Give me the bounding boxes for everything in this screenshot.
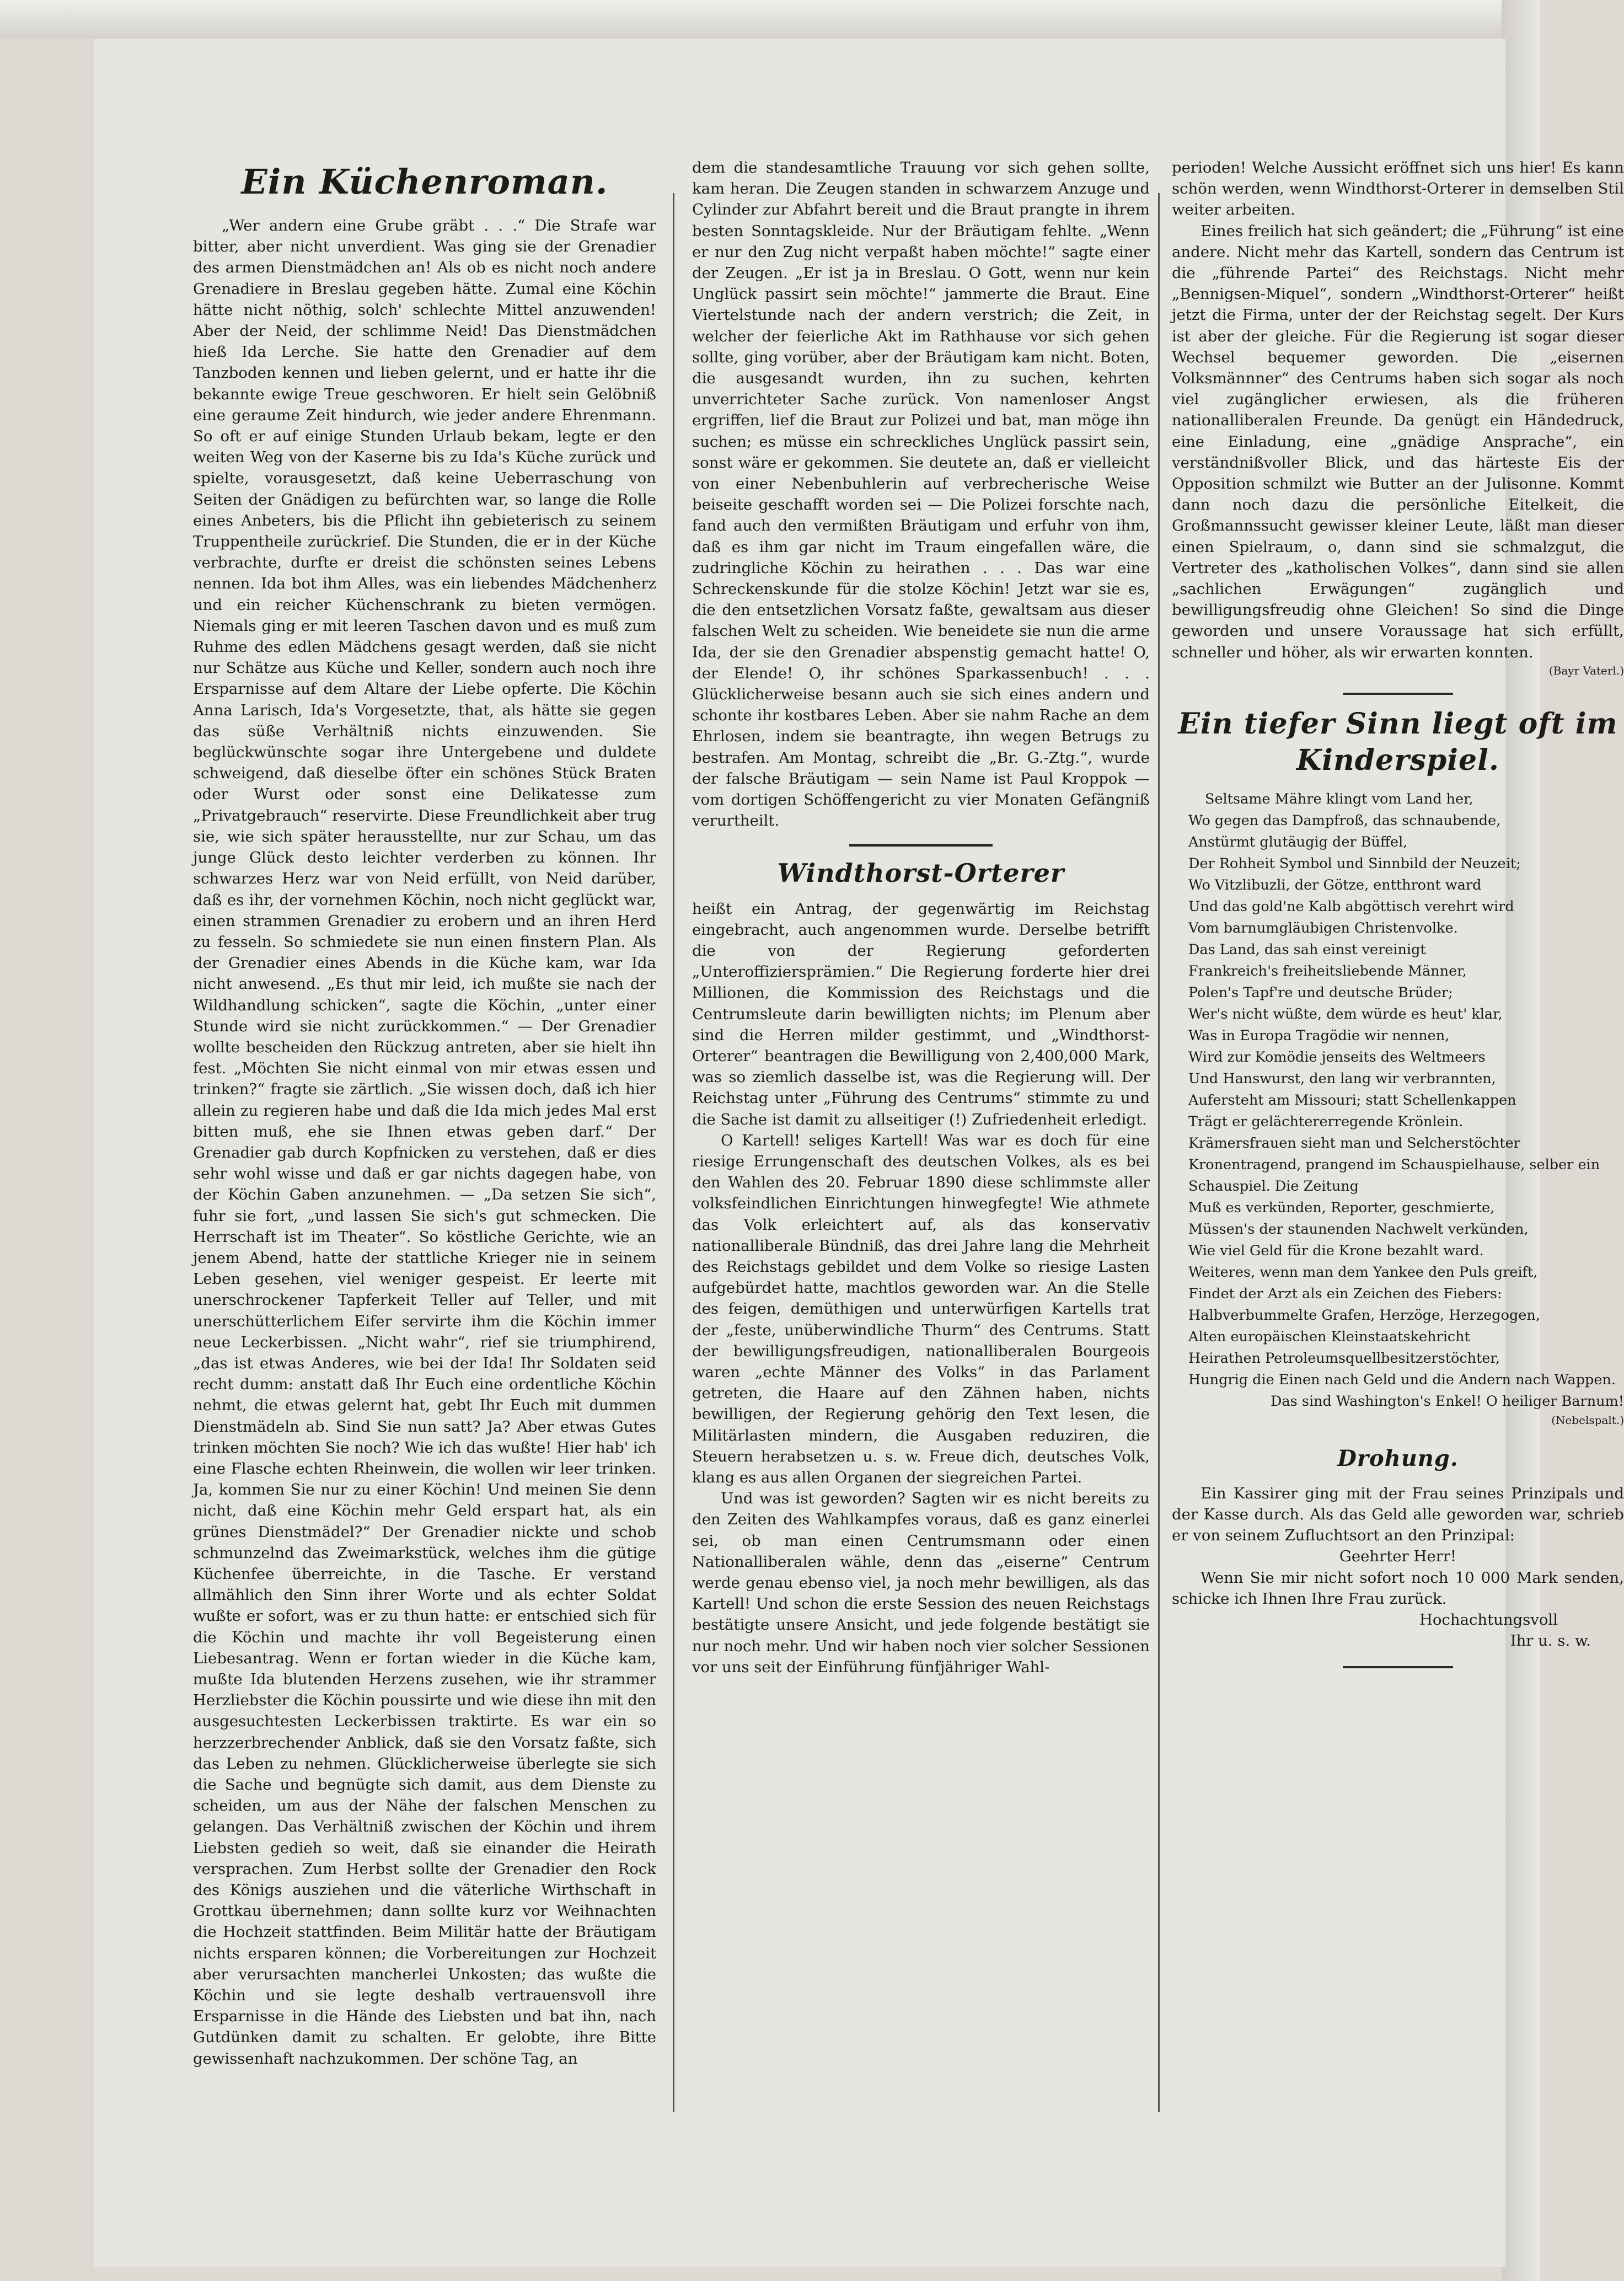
section-divider bbox=[849, 844, 993, 847]
article1-title: Ein Küchenroman. bbox=[241, 162, 608, 202]
article2-source: (Bayr Vaterl.) bbox=[1548, 663, 1624, 677]
threat-closing: Hochachtungsvoll bbox=[1419, 1611, 1558, 1629]
poem-line: Seltsame Mähre klingt vom Land her, bbox=[1205, 790, 1473, 807]
poem-line: Krämersfrauen sieht man und Selcherstöchter bbox=[1188, 1134, 1520, 1152]
poem-line: Das sind Washington's Enkel! O heiliger Barnum! bbox=[1271, 1393, 1624, 1410]
poem-line: Polen's Tapf're und deutsche Brüder; bbox=[1188, 984, 1453, 1001]
newspaper-page bbox=[94, 39, 1624, 2267]
threat-salutation: Geehrter Herr! bbox=[1339, 1548, 1457, 1566]
poem-title: Ein tiefer Sinn liegt oft im Kinderspiel. bbox=[1178, 706, 1618, 777]
column-rule-2 bbox=[1158, 193, 1160, 2112]
poem-line: Aufersteht am Missouri; statt Schellenkappen bbox=[1188, 1091, 1516, 1109]
threat-signature: Ihr u. s. w. bbox=[1510, 1632, 1591, 1650]
article2-paragraph: perioden! Welche Aussicht eröffnet sich uns hier! Es kann schön werden, wenn Windthorst-Orterer in demselben Stil weiter arbeiten. bbox=[1172, 159, 1624, 219]
poem-line: Kronentragend, prangend im Schauspielhause, selber ein Schauspiel. Die Zeitung bbox=[1188, 1156, 1600, 1195]
poem-line: Alten europäischen Kleinstaatskehricht bbox=[1188, 1328, 1470, 1345]
poem-line: Und Hanswurst, den lang wir verbrannten, bbox=[1188, 1070, 1496, 1087]
poem-line: Heirathen Petroleumsquellbesitzerstöchter, bbox=[1188, 1350, 1500, 1367]
poem-line: Frankreich's freiheitsliebende Männer, bbox=[1188, 962, 1467, 979]
article2-paragraph: Und was ist geworden? Sagten wir es nicht bereits zu den Zeiten des Wahlkampfes voraus, daß es ganz einerlei sei, ob man einen Centrumsmann oder einen Nationalliberalen wähle, denn das „eiserne“ Centrum werde genau ebenso viel, ja noch mehr bewilligen, als das Kartell! Und schon die erste Session des neuen Reichstags bestätigte unsere Ansicht, und jede folgende bestätigt sie nur noch mehr. Und wir haben noch vier solcher Sessionen vor uns seit der Einführung fünfjähriger Wahl- bbox=[692, 1490, 1150, 1676]
poem-line: Das Land, das sah einst vereinigt bbox=[1188, 941, 1426, 958]
article1-paragraph: „Wer andern eine Grube gräbt . . .“ Die Strafe war bitter, aber nicht unverdient. Was ging sie der Grenadier des armen Dienstmädchen an! Als ob es nicht noch andere Grenadiere in Breslau gegeben hätte. Zumal eine Köchin hätte nicht nöthig, solch' schlechte Mittel anzuwenden! Aber der Neid, der schlimme Neid! Das Dienstmädchen hieß Ida Lerche. Sie hatte den Grenadier auf dem Tanzboden kennen und lieben gelernt, und er hatte ihr die bekannte ewige Treue geschworen. Er hielt sein Gelöbniß eine geraume Zeit hindurch, wie jeder andere Ehrenmann. So oft er auf einige Stunden Urlaub bekam, legte er den weiten Weg von der Kaserne bis zu Ida's Küche zurück und spielte, vorausgesetzt, daß keine Ueberraschung von Seiten der Gnädigen zu befürchten war, so lange die Rolle eines Anbeters, bis die Pflicht ihn gebieterisch zu seinem Truppentheile zurückrief. Die Stunden, die er in der Küche verbrachte, durfte er dreist die schönsten seines Lebens nennen. Ida bot ihm Alles, was ein liebendes Mädchenherz und ein reicher Küchenschrank zu bieten vermögen. Niemals ging er mit leeren Taschen davon und es muß zum Ruhme des edlen Mädchens gesagt werden, daß sie nicht nur Schätze aus Küche und Keller, sondern auch noch ihre Ersparnisse auf dem Altare der Liebe opferte. Die Köchin Anna Larisch, Ida's Vorgesetzte, that, als hätte sie gegen das süße Verhältniß nichts einzuwenden. Sie beglückwünschte sogar ihre Untergebene und duldete schweigend, daß dieselbe öfter ein schönes Stück Braten oder Wurst oder sonst eine Delikatesse zum „Privatgebrauch“ reservirte. Diese Freundlichkeit aber trug sie, wie sich später herausstellte, nur zur Schau, um das junge Glück desto leichter verderben zu können. Ihr schwarzes Herz war von Neid erfüllt, von Neid darüber, daß es ihr, der vornehmen Köchin, noch nicht geglückt war, einen strammen Grenadier zu erobern und an ihren Herd zu fesseln. So schmiedete sie nun einen finstern Plan. Als der Grenadier eines Abends in die Küche kam, war Ida nicht anwesend. „Es thut mir leid, ich mußte sie nach der Wildhandlung schicken“, sagte die Köchin, „unter einer Stunde wird sie nicht zurückkommen.“ — Der Grenadier wollte bescheiden den Rückzug antreten, aber sie hielt ihn fest. „Möchten Sie nicht einmal von mir etwas essen und trinken?“ fragte sie zärtlich. „Sie wissen doch, daß ich hier allein zu regieren habe und daß die Ida mich jedes Mal erst bitten muß, ehe sie Ihnen etwas geben darf.“ Der Grenadier gab durch Kopfnicken zu verstehen, daß er dies sehr wohl wisse und daß er gar nichts dagegen habe, von der Köchin Gaben anzunehmen. — „Da setzen Sie sich“, fuhr sie fort, „und lassen Sie sich's gut schmecken. Die Herrschaft ist im Theater“. So köstliche Gerichte, wie an jenem Abend, hatte der stattliche Krieger nie in seinem Leben gesehen, viel weniger gespeist. Er leerte mit unerschrockener Tapferkeit Teller auf Teller, und mit unerschütterlichem Eifer servirte ihm die Köchin immer neue Leckerbissen. „Nicht wahr“, rief sie triumphirend, „das ist etwas Anderes, wie bei der Ida! Ihr Soldaten seid recht dumm: anstatt daß Ihr Euch eine ordentliche Köchin nehmt, die etwas gelernt hat, gebt Ihr Euch mit dummen Dienstmädeln ab. Sind Sie nun satt? Ja? Aber etwas Gutes trinken möchten Sie noch? Wie ich das wußte! Hier hab' ich eine Flasche echten Rheinwein, die wollen wir leer trinken. Ja, kommen Sie nur zu einer Köchin! Und meinen Sie denn nicht, daß eine Köchin mehr Geld erspart hat, als ein grünes Dienstmädel?“ Der Grenadier nickte und schob schmunzelnd das Zweimarkstück, welches ihm die gütige Küchenfee überreichte, in die Tasche. Er verstand allmählich den Sinn ihrer Worte und als echter Soldat wußte er sofort, was er zu thun hatte: er entschied sich für die Köchin und machte ihr voll Begeisterung einen Liebesantrag. Wenn er fortan wieder in die Küche kam, mußte Ida blutenden Herzens zusehen, wie ihr strammer Herzliebster die Köchin poussirte und wie diese ihn mit den ausgesuchtesten Leckerbissen traktirte. Es war ein so herzzerbrechender Anblick, daß sie den Vorsatz faßte, sich das Leben zu nehmen. Glücklicherweise überlegte sie sich die Sache und begnügte sich damit, aus dem Dienste zu scheiden, um aus der Nähe der falschen Menschen zu gelangen. Das Verhältniß zwischen der Köchin und ihrem Liebsten gedieh so weit, daß sie einander die Heirath versprachen. Zum Herbst sollte der Grenadier den Rock des Königs ausziehen und die väterliche Wirthschaft in Grottkau übernehmen; dann sollte kurz vor Weihnachten die Hochzeit stattfinden. Beim Militär hatte der Bräutigam nichts ersparen können; die Vorbereitungen zur Hochzeit aber verursachten mancherlei Unkosten; das wußte die Köchin und sie legte deshalb vertrauensvoll ihre Ersparnisse in die Hände des Liebsten und bat ihn, nach Gutdünken damit zu schalten. Er gelobte, ihre Bitte gewissenhaft nachzukommen. Der schöne Tag, an bbox=[193, 217, 656, 2068]
threat-letter: Wenn Sie mir nicht sofort noch 10 000 Mark senden, schicke ich Ihnen Ihre Frau zurück. bbox=[1172, 1568, 1624, 1608]
article2-paragraph: heißt ein Antrag, der gegenwärtig im Reichstag eingebracht, auch angenommen wurde. Derselbe betrifft die von der Regierung geforderten „Unteroffiziersprämien.“ Die Regierung forderte hier drei Millionen, die Kommission des Reichstags und die Centrumsleute darin bewilligten nichts; im Plenum aber sind die Herren milder gestimmt, und „Windthorst-Orterer“ beantragen die Bewilligung von 2,400,000 Mark, was so ziemlich dasselbe ist, was die Regierung will. Der Reichstag unter „Führung des Centrums“ stimmte zu und die Sache ist damit zu allseitiger (!) Zufriedenheit erledigt. bbox=[692, 899, 1150, 1128]
poem-source: (Nebelspalt.) bbox=[1551, 1413, 1624, 1427]
column-1 bbox=[193, 215, 656, 2250]
poem-line: Hungrig die Einen nach Geld und die Andern nach Wappen. bbox=[1188, 1371, 1616, 1388]
article1-paragraph: dem die standesamtliche Trauung vor sich gehen sollte, kam heran. Die Zeugen standen in schwarzem Anzuge und Cylinder zur Abfahrt bereit und die Braut prangte in ihrem besten Sonntagskleide. Nur der Bräutigam fehlte. „Wenn er nur den Zug nicht verpaßt haben möchte!“ sagte einer der Zeugen. „Er ist ja in Breslau. O Gott, wenn nur kein Unglück passirt sein möchte!“ jammerte die Braut. Eine Viertelstunde nach der andern verstrich; die Zeit, in welcher der feierliche Akt im Rathhause vor sich gehen sollte, ging vorüber, aber der Bräutigam kam nicht. Boten, die ausgesandt wurden, ihn zu suchen, kehrten unverrichteter Sache zurück. Von namenloser Angst ergriffen, lief die Braut zur Polizei und bat, man möge ihn suchen; es müsse ein schreckliches Unglück passirt sein, sonst wäre er gekommen. Sie deutete an, daß er vielleicht von einer Nebenbuhlerin auf verbrecherische Weise beiseite geschafft worden sei — Die Polizei forschte nach, fand auch den vermißten Bräutigam und erfuhr von ihm, daß es ihm gar nicht im Traum eingefallen wäre, die zudringliche Köchin zu heirathen . . . Das war eine Schreckenskunde für die stolze Köchin! Jetzt war sie es, die den entsetzlichen Vorsatz faßte, gewaltsam aus dieser falschen Welt zu scheiden. Wie beneidete sie nun die arme Ida, der sie den Grenadier abspenstig gemacht hatte! O, der Elende! O, ihr schönes Sparkassenbuch! . . . Glücklicherweise besann auch sie sich eines andern und schonte ihr kostbares Leben. Aber sie nahm Rache an dem Ehrlosen, indem sie beantragte, ihn wegen Betrugs zu bestrafen. Am Montag, schreibt die „Br. G.-Ztg.“, wurde der falsche Bräutigam — sein Name ist Paul Kroppok — vom dortigen Schöffengericht zu vier Monaten Gefängniß verurtheilt. bbox=[692, 159, 1150, 830]
poem-line: Wird zur Komödie jenseits des Weltmeers bbox=[1188, 1048, 1486, 1065]
poem-line: Muß es verkünden, Reporter, geschmierte, bbox=[1188, 1199, 1495, 1216]
section-divider bbox=[1343, 693, 1453, 695]
poem-body bbox=[1172, 789, 1624, 1412]
poem-line: Halbverbummelte Grafen, Herzöge, Herzegogen, bbox=[1188, 1307, 1540, 1324]
poem-line: Wer's nicht wüßte, dem würde es heut' klar, bbox=[1188, 1005, 1503, 1022]
poem-line: Vom barnumgläubigen Christenvolke. bbox=[1188, 919, 1458, 936]
column-3 bbox=[1172, 157, 1624, 2192]
article2-paragraph: Eines freilich hat sich geändert; die „Führung“ ist eine andere. Nicht mehr das Kartell, sondern das Centrum ist die „führende Partei“ des Reichstags. Nicht mehr „Bennigsen-Miquel“, sondern „Windthorst-Orterer“ heißt jetzt die Firma, unter der der Reichstag segelt. Der Kurs ist aber der gleiche. Für die Regierung ist sogar dieser Wechsel bequemer geworden. Die „eisernen Volksmännner“ des Centrums haben sich sogar als noch viel zugänglicher erwiesen, als die früheren nationalliberalen Freunde. Da genügt ein Händedruck, eine Einladung, eine „gnädige Ansprache“, ein verständnißvoller Blick, und das härteste Eis der Opposition schmilzt wie Butter an der Julisonne. Kommt dann noch dazu die persönliche Eitelkeit, die Großmannssucht gewisser kleiner Leute, läßt man dieser einen Spielraum, o, dann sind sie schmalzgut, die Vertreter des „katholischen Volkes“, dann sind sie allen „sachlichen Erwägungen“ zugänglich und bewilligungsfreudig ohne Gleichen! So sind die Dinge geworden und unsere Voraussage hat sich erfüllt, schneller und höher, als wir erwarten konnten. bbox=[1172, 222, 1624, 661]
poem-line: Anstürmt glutäugig der Büffel, bbox=[1188, 833, 1408, 850]
column-rule-1 bbox=[673, 193, 674, 2112]
poem-line: Wie viel Geld für die Krone bezahlt ward. bbox=[1188, 1242, 1484, 1259]
poem-line: Findet der Arzt als ein Zeichen des Fiebers: bbox=[1188, 1285, 1502, 1302]
poem-line: Wo Vitzlibuzli, der Götze, entthront ward bbox=[1188, 876, 1482, 893]
poem-line: Was in Europa Tragödie wir nennen, bbox=[1188, 1027, 1450, 1044]
threat-title: Drohung. bbox=[1337, 1445, 1459, 1471]
threat-text: Ein Kassirer ging mit der Frau seines Prinzipals und der Kasse durch. Als das Geld alle geworden war, schrieb er von seinem Zufluchtsort an den Prinzipal: bbox=[1172, 1484, 1624, 1545]
section-divider bbox=[1343, 1666, 1453, 1668]
scan-top-edge bbox=[0, 0, 1540, 39]
poem-line: Und das gold'ne Kalb abgöttisch verehrt wird bbox=[1188, 898, 1514, 915]
poem-line: Der Rohheit Symbol und Sinnbild der Neuzeit; bbox=[1188, 855, 1521, 872]
poem-line: Wo gegen das Dampfroß, das schnaubende, bbox=[1188, 812, 1501, 829]
article2-title: Windthorst-Orterer bbox=[777, 858, 1065, 888]
poem-line: Müssen's der staunenden Nachwelt verkünden, bbox=[1188, 1220, 1529, 1238]
column-2 bbox=[692, 157, 1150, 2192]
poem-line: Weiteres, wenn man dem Yankee den Puls greift, bbox=[1188, 1263, 1538, 1281]
article2-paragraph: O Kartell! seliges Kartell! Was war es doch für eine riesige Errungenschaft des deutschen Volkes, als es bei den Wahlen des 20. Februar 1890 diese schlimmste aller volksfeindlichen Einrichtungen hinwegfegte! Wie athmete das Volk erleichtert auf, als das konservativ nationalliberale Bündniß, das drei Jahre lang die Mehrheit des Reichstags gebildet und dem Volke so riesige Lasten aufgebürdet hatte, machtlos geworden war. An die Stelle des feigen, demüthigen und unterwürfigen Kartells trat der „feste, unüberwindliche Thurm“ des Centrums. Statt der bewilligungsfreudigen, nationalliberalen Bourgeois waren „echte Männer des Volks“ in das Parlament getreten, die Haare auf den Zähnen haben, nichts bewilligen, der Regierung gehörig den Text lesen, die Militärlasten mindern, die Ausgaben reduziren, die Steuern herabsetzen u. s. w. Freue dich, deutsches Volk, klang es aus allen Organen der siegreichen Partei. bbox=[692, 1131, 1150, 1486]
poem-line: Trägt er gelächtererregende Krönlein. bbox=[1188, 1113, 1464, 1130]
